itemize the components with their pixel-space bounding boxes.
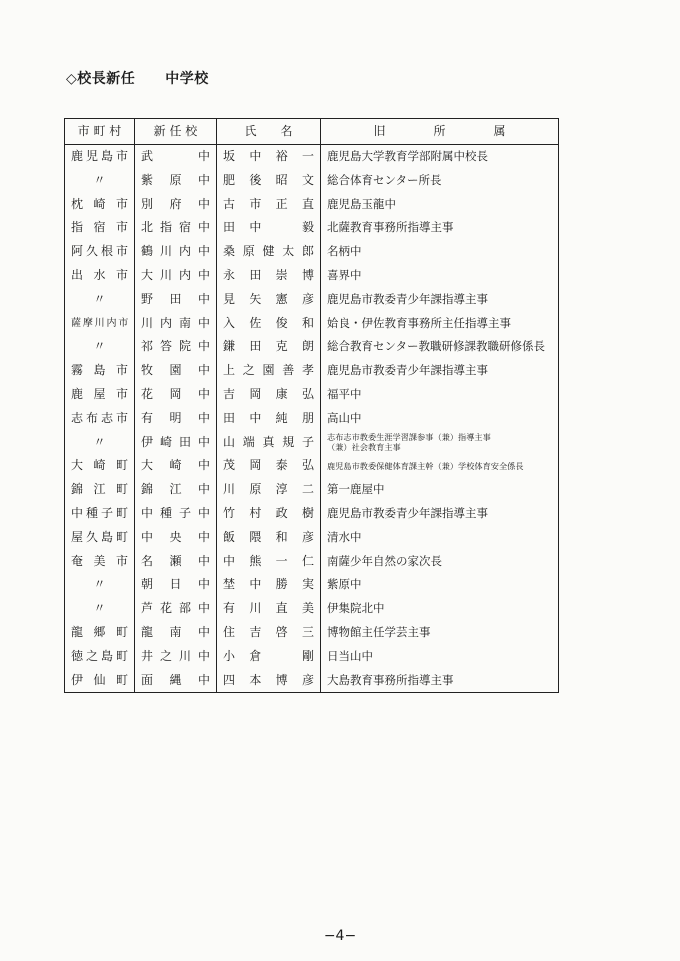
cell-person-name: 桑原健太郎: [217, 240, 321, 264]
cell-city: 鹿屋市: [65, 383, 135, 407]
cell-person-name: 住吉啓三: [217, 621, 321, 645]
cell-city: 薩摩川内市: [65, 312, 135, 336]
cell-new-school: 芦花部中: [135, 597, 217, 621]
cell-new-school: 中央中: [135, 526, 217, 550]
cell-city: 出水市: [65, 264, 135, 288]
cell-new-school: 名瀬中: [135, 550, 217, 574]
cell-person-name: 古市正直: [217, 193, 321, 217]
cell-city: 〃: [65, 431, 135, 455]
cell-previous-post: 日当山中: [321, 645, 559, 669]
cell-previous-post: 鹿児島市教委保健体育課主幹（兼）学校体育安全係長: [321, 454, 559, 478]
cell-city: 伊仙町: [65, 669, 135, 693]
cell-city: 屋久島町: [65, 526, 135, 550]
cell-new-school: 牧園中: [135, 359, 217, 383]
cell-person-name: 竹村政樹: [217, 502, 321, 526]
column-header-previous-post: 旧 所 属: [321, 119, 559, 145]
cell-person-name: 田中 毅: [217, 216, 321, 240]
previous-post-line: 志布志市教委生涯学習課参事（兼）指導主事: [327, 432, 491, 443]
column-header-name: 氏 名: [217, 119, 321, 145]
table-row: [65, 478, 559, 502]
cell-previous-post: 鹿児島市教委青少年課指導主事: [321, 288, 559, 312]
cell-person-name: 四本博彦: [217, 669, 321, 693]
cell-previous-post: 鹿児島玉龍中: [321, 193, 559, 217]
cell-person-name: 有川直美: [217, 597, 321, 621]
cell-previous-post: 南薩少年自然の家次長: [321, 550, 559, 574]
cell-city: 阿久根市: [65, 240, 135, 264]
cell-new-school: 朝日中: [135, 573, 217, 597]
table-row: [65, 550, 559, 574]
cell-person-name: 鎌田克朗: [217, 335, 321, 359]
cell-city: 枕崎市: [65, 193, 135, 217]
table-row: [65, 216, 559, 240]
cell-city: 龍郷町: [65, 621, 135, 645]
table-row: [65, 288, 559, 312]
table-row: [65, 240, 559, 264]
heading-title: ◇校長新任: [66, 71, 136, 87]
cell-new-school: 錦江中: [135, 478, 217, 502]
table-row: [65, 502, 559, 526]
cell-new-school: 紫原中: [135, 169, 217, 193]
table-row: [65, 383, 559, 407]
cell-person-name: 上之園善孝: [217, 359, 321, 383]
cell-person-name: 永田崇博: [217, 264, 321, 288]
cell-previous-post: 総合教育センター教職研修課教職研修係長: [321, 335, 559, 359]
cell-person-name: 吉岡康弘: [217, 383, 321, 407]
cell-previous-post: 姶良・伊佐教育事務所主任指導主事: [321, 312, 559, 336]
page-number: −4−: [323, 928, 357, 944]
cell-person-name: 入佐俊和: [217, 312, 321, 336]
cell-city: 大崎町: [65, 454, 135, 478]
table-row: [65, 145, 559, 169]
cell-person-name: 見矢憲彦: [217, 288, 321, 312]
table-row: [65, 312, 559, 336]
cell-person-name: 坂中裕一: [217, 145, 321, 169]
cell-person-name: 小倉 剛: [217, 645, 321, 669]
table-row: [65, 335, 559, 359]
cell-person-name: 田中純朋: [217, 407, 321, 431]
cell-city: 徳之島町: [65, 645, 135, 669]
table-row: [65, 573, 559, 597]
cell-previous-post: 名柄中: [321, 240, 559, 264]
cell-person-name: 飯隈和彦: [217, 526, 321, 550]
cell-new-school: 龍南中: [135, 621, 217, 645]
cell-person-name: 埜中勝実: [217, 573, 321, 597]
cell-previous-post: 第一鹿屋中: [321, 478, 559, 502]
section-heading: [66, 68, 209, 88]
cell-person-name: 山端真規子: [217, 431, 321, 455]
cell-new-school: 大川内中: [135, 264, 217, 288]
cell-new-school: 面縄中: [135, 669, 217, 693]
cell-previous-post: 北薩教育事務所指導主事: [321, 216, 559, 240]
cell-person-name: 肥後昭文: [217, 169, 321, 193]
cell-city: 〃: [65, 597, 135, 621]
cell-new-school: 武 中: [135, 145, 217, 169]
cell-city: 奄美市: [65, 550, 135, 574]
cell-city: 霧島市: [65, 359, 135, 383]
cell-previous-post: 紫原中: [321, 573, 559, 597]
cell-city: 志布志市: [65, 407, 135, 431]
cell-new-school: 鶴川内中: [135, 240, 217, 264]
table-row: [65, 193, 559, 217]
table-row: [65, 454, 559, 478]
cell-previous-post: 総合体育センター所長: [321, 169, 559, 193]
previous-post-line: （兼）社会教育主事: [327, 442, 401, 453]
cell-city: 〃: [65, 573, 135, 597]
table-row: [65, 169, 559, 193]
cell-city: 〃: [65, 335, 135, 359]
table-row: [65, 621, 559, 645]
cell-city: 中種子町: [65, 502, 135, 526]
table-body: [65, 145, 559, 693]
principal-appointment-table: [64, 118, 559, 693]
table-row: [65, 359, 559, 383]
cell-previous-post: 鹿児島市教委青少年課指導主事: [321, 502, 559, 526]
cell-new-school: 中種子中: [135, 502, 217, 526]
cell-previous-post: 清水中: [321, 526, 559, 550]
cell-previous-post: 大島教育事務所指導主事: [321, 669, 559, 693]
cell-person-name: 川原淳二: [217, 478, 321, 502]
table-header-row: [65, 119, 559, 145]
table-row: [65, 407, 559, 431]
cell-new-school: 井之川中: [135, 645, 217, 669]
cell-city: 〃: [65, 288, 135, 312]
cell-city: 錦江町: [65, 478, 135, 502]
cell-new-school: 大崎中: [135, 454, 217, 478]
column-header-school: 新 任 校: [135, 119, 217, 145]
cell-previous-post: 高山中: [321, 407, 559, 431]
table-row: [65, 669, 559, 693]
cell-previous-post: 鹿児島大学教育学部附属中校長: [321, 145, 559, 169]
heading-subtitle: 中学校: [165, 71, 209, 87]
cell-person-name: 茂岡泰弘: [217, 454, 321, 478]
cell-new-school: 野田中: [135, 288, 217, 312]
cell-new-school: 伊崎田中: [135, 431, 217, 455]
column-header-city: 市 町 村: [65, 119, 135, 145]
cell-previous-post: 喜界中: [321, 264, 559, 288]
cell-city: 鹿児島市: [65, 145, 135, 169]
table-row: [65, 526, 559, 550]
cell-new-school: 祁答院中: [135, 335, 217, 359]
table-row: [65, 597, 559, 621]
cell-new-school: 花岡中: [135, 383, 217, 407]
cell-new-school: 別府中: [135, 193, 217, 217]
cell-previous-post: 福平中: [321, 383, 559, 407]
cell-previous-post: 博物館主任学芸主事: [321, 621, 559, 645]
cell-new-school: 有明中: [135, 407, 217, 431]
table-row: [65, 645, 559, 669]
cell-previous-post: 鹿児島市教委青少年課指導主事: [321, 359, 559, 383]
table-row: [65, 264, 559, 288]
cell-previous-post: 伊集院北中: [321, 597, 559, 621]
cell-new-school: 北指宿中: [135, 216, 217, 240]
cell-city: 〃: [65, 169, 135, 193]
table-row: [65, 431, 559, 455]
cell-new-school: 川内南中: [135, 312, 217, 336]
cell-city: 指宿市: [65, 216, 135, 240]
cell-person-name: 中熊一仁: [217, 550, 321, 574]
cell-previous-post: [321, 431, 559, 455]
